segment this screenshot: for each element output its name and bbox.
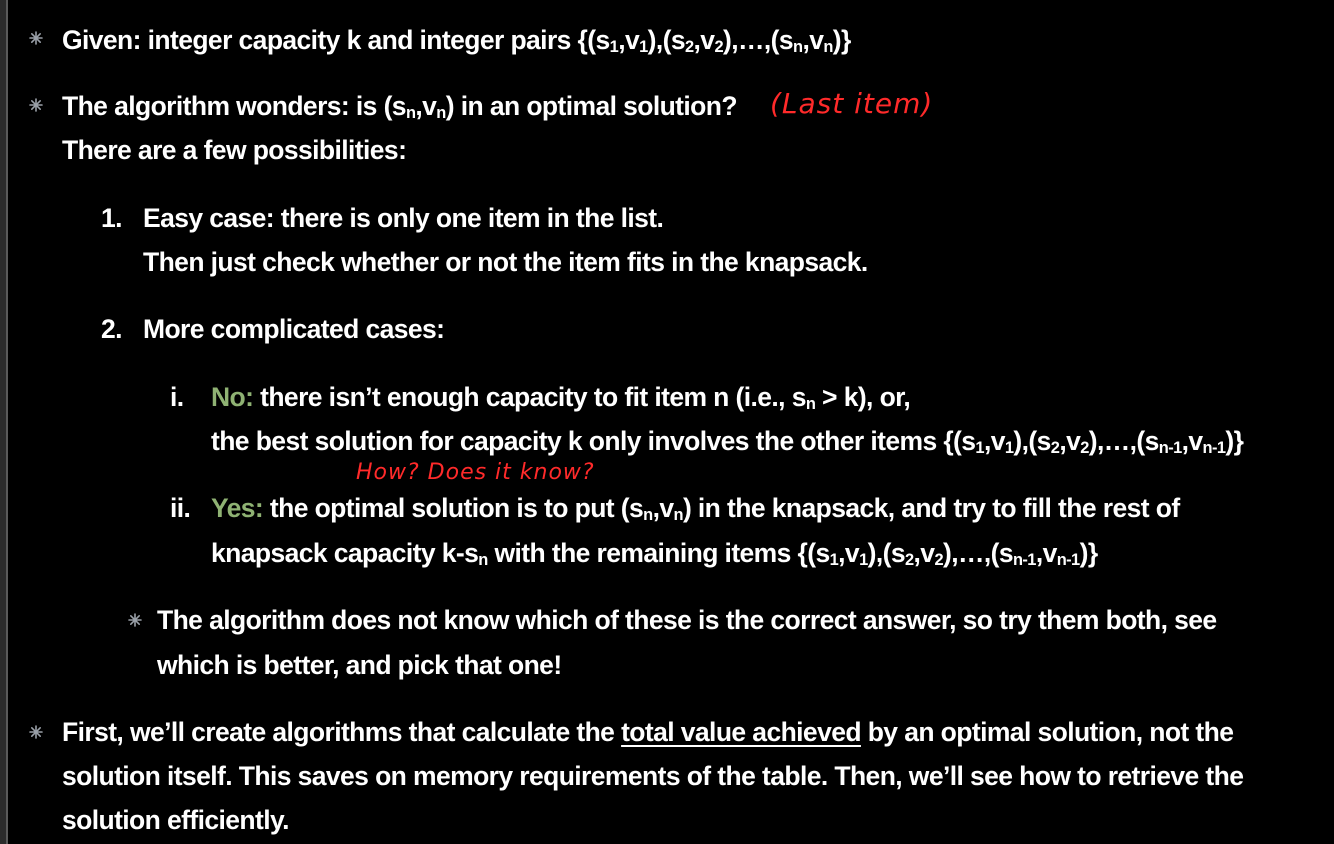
sub-item-ii-number: ii.: [170, 493, 191, 523]
item-2-number: 2.: [101, 314, 122, 344]
try-both-line-1: The algorithm does not know which of these is the correct answer, so try them both, see: [157, 605, 1217, 635]
total-value-achieved: total value achieved: [621, 717, 861, 747]
sub-item-i-line-2: the best solution for capacity k only involves the other items $\{(s_1,v_1),(s_2,v_2),\dots,(s_{n-1},v_{n-1})\}$: [211, 426, 1244, 457]
first-line-3: solution efficiently.: [62, 805, 289, 835]
sub-item-ii-line-2: knapsack capacity $k-s_n$ with the remaining items $\{(s_1,v_1),(s_2,v_2),\dots,(s_{n-1},v_{n-1})\}$: [211, 538, 1098, 569]
annotation-how: How? Does it know?: [356, 460, 595, 485]
possibilities-line: There are a few possibilities:: [62, 135, 407, 165]
item-1-line-1: Easy case: there is only one item in the list.: [143, 203, 664, 233]
bullet-star-icon: [29, 725, 43, 739]
bullet-star-icon: [128, 613, 142, 627]
item-1-number: 1.: [101, 203, 122, 233]
bullet-star-icon: [29, 98, 43, 112]
keyword-yes: Yes:: [211, 493, 264, 523]
wonders-line: The algorithm wonders: is $(s_n,v_n)$ in an optimal solution?: [62, 91, 737, 122]
first-line-1: First, we’ll create algorithms that calculate the total value achieved by an optimal solution, not the: [62, 717, 1234, 747]
first-line-2: solution itself. This saves on memory requirements of the table. Then, we’ll see how to retrieve the: [62, 761, 1244, 791]
keyword-no: No:: [211, 382, 254, 412]
annotation-last-item: (Last item): [770, 87, 934, 120]
item-2-line-1: More complicated cases:: [143, 314, 445, 344]
sub-item-ii-line-1: Yes: the optimal solution is to put $(s_n,v_n)$ in the knapsack, and try to fill the rest of: [211, 493, 1180, 524]
bullet-star-icon: [29, 31, 43, 45]
sub-item-i-number: i.: [170, 382, 184, 412]
given-line: Given: integer capacity k and integer pairs $\{(s_1,v_1),(s_2,v_2),\dots,(s_n,v_n)\}$: [62, 25, 851, 56]
slide-left-edge: [0, 0, 6, 844]
try-both-line-2: which is better, and pick that one!: [157, 650, 562, 680]
sub-item-i-line-1: No: there isn’t enough capacity to fit item n (i.e., $s_n > k$), or,: [211, 382, 911, 413]
item-1-line-2: Then just check whether or not the item fits in the knapsack.: [143, 247, 868, 277]
